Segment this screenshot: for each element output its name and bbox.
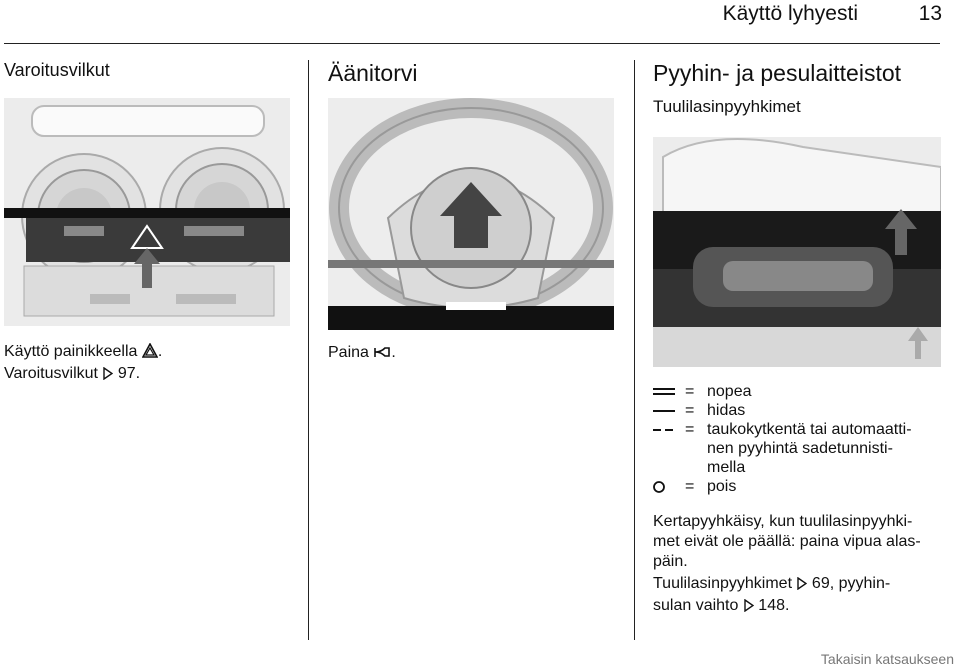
hazard-dashboard-illustration bbox=[4, 98, 290, 326]
wiper-page-link[interactable]: 69, pyyhin- bbox=[811, 575, 891, 592]
legend-row-slow: = hidas bbox=[653, 401, 945, 420]
page-header-title: Käyttö lyhyesti bbox=[722, 2, 858, 25]
hazard-caption: Käyttö painikkeella . Varoitusvilkut 97. bbox=[4, 342, 300, 386]
hazard-page-link[interactable]: 97. bbox=[117, 365, 141, 382]
hazard-section bbox=[4, 60, 300, 382]
wiper-blade-page-link[interactable]: 148. bbox=[758, 597, 790, 614]
legend-row-continuation: nen pyyhintä sadetunnisti- bbox=[707, 440, 893, 457]
section-heading-hazard: Varoitusvilkut bbox=[4, 60, 110, 80]
wiper-stalk-illustration bbox=[653, 137, 941, 367]
column-divider-1 bbox=[308, 60, 309, 640]
double-line-icon bbox=[653, 382, 685, 401]
wiper-reference-text: Tuulilasinpyyhkimet 69, pyyhin- sulan vaihto 148. bbox=[653, 574, 945, 618]
wiper-section bbox=[653, 60, 945, 614]
horn-section bbox=[328, 60, 618, 361]
legend-row-interval: = taukokytkentä tai automaatti- bbox=[653, 420, 945, 439]
page-number: 13 bbox=[918, 2, 942, 25]
back-to-overview-link[interactable]: Takaisin katsaukseen bbox=[820, 651, 954, 667]
steering-wheel-illustration bbox=[328, 98, 614, 330]
legend-row-fast: = nopea bbox=[653, 382, 945, 401]
dashed-line-icon bbox=[653, 420, 685, 439]
section-heading-wipers: Pyyhin- ja pesulaitteistot bbox=[653, 60, 902, 86]
horn-icon bbox=[373, 345, 391, 365]
page-reference-arrow-icon bbox=[102, 366, 113, 386]
wiper-single-wipe-text: Kertapyyhkäisy, kun tuulilasinpyyhki- met eivät ole päällä: paina vipua alas- päin. bbox=[653, 513, 921, 570]
section-heading-horn: Äänitorvi bbox=[328, 60, 418, 86]
wiper-legend bbox=[653, 382, 945, 496]
circle-off-icon bbox=[653, 477, 685, 496]
subheading-windshield-wipers: Tuulilasinpyyhkimet bbox=[653, 97, 801, 116]
horn-caption: Paina . bbox=[328, 343, 618, 365]
page-reference-arrow-icon bbox=[796, 576, 807, 596]
single-line-icon bbox=[653, 401, 685, 420]
column-divider-2 bbox=[634, 60, 635, 640]
legend-row-off: = pois bbox=[653, 477, 945, 496]
header-rule bbox=[4, 43, 940, 44]
page-reference-arrow-icon bbox=[743, 598, 754, 618]
hazard-triangle-icon bbox=[142, 343, 158, 364]
legend-row-continuation: mella bbox=[707, 459, 746, 476]
